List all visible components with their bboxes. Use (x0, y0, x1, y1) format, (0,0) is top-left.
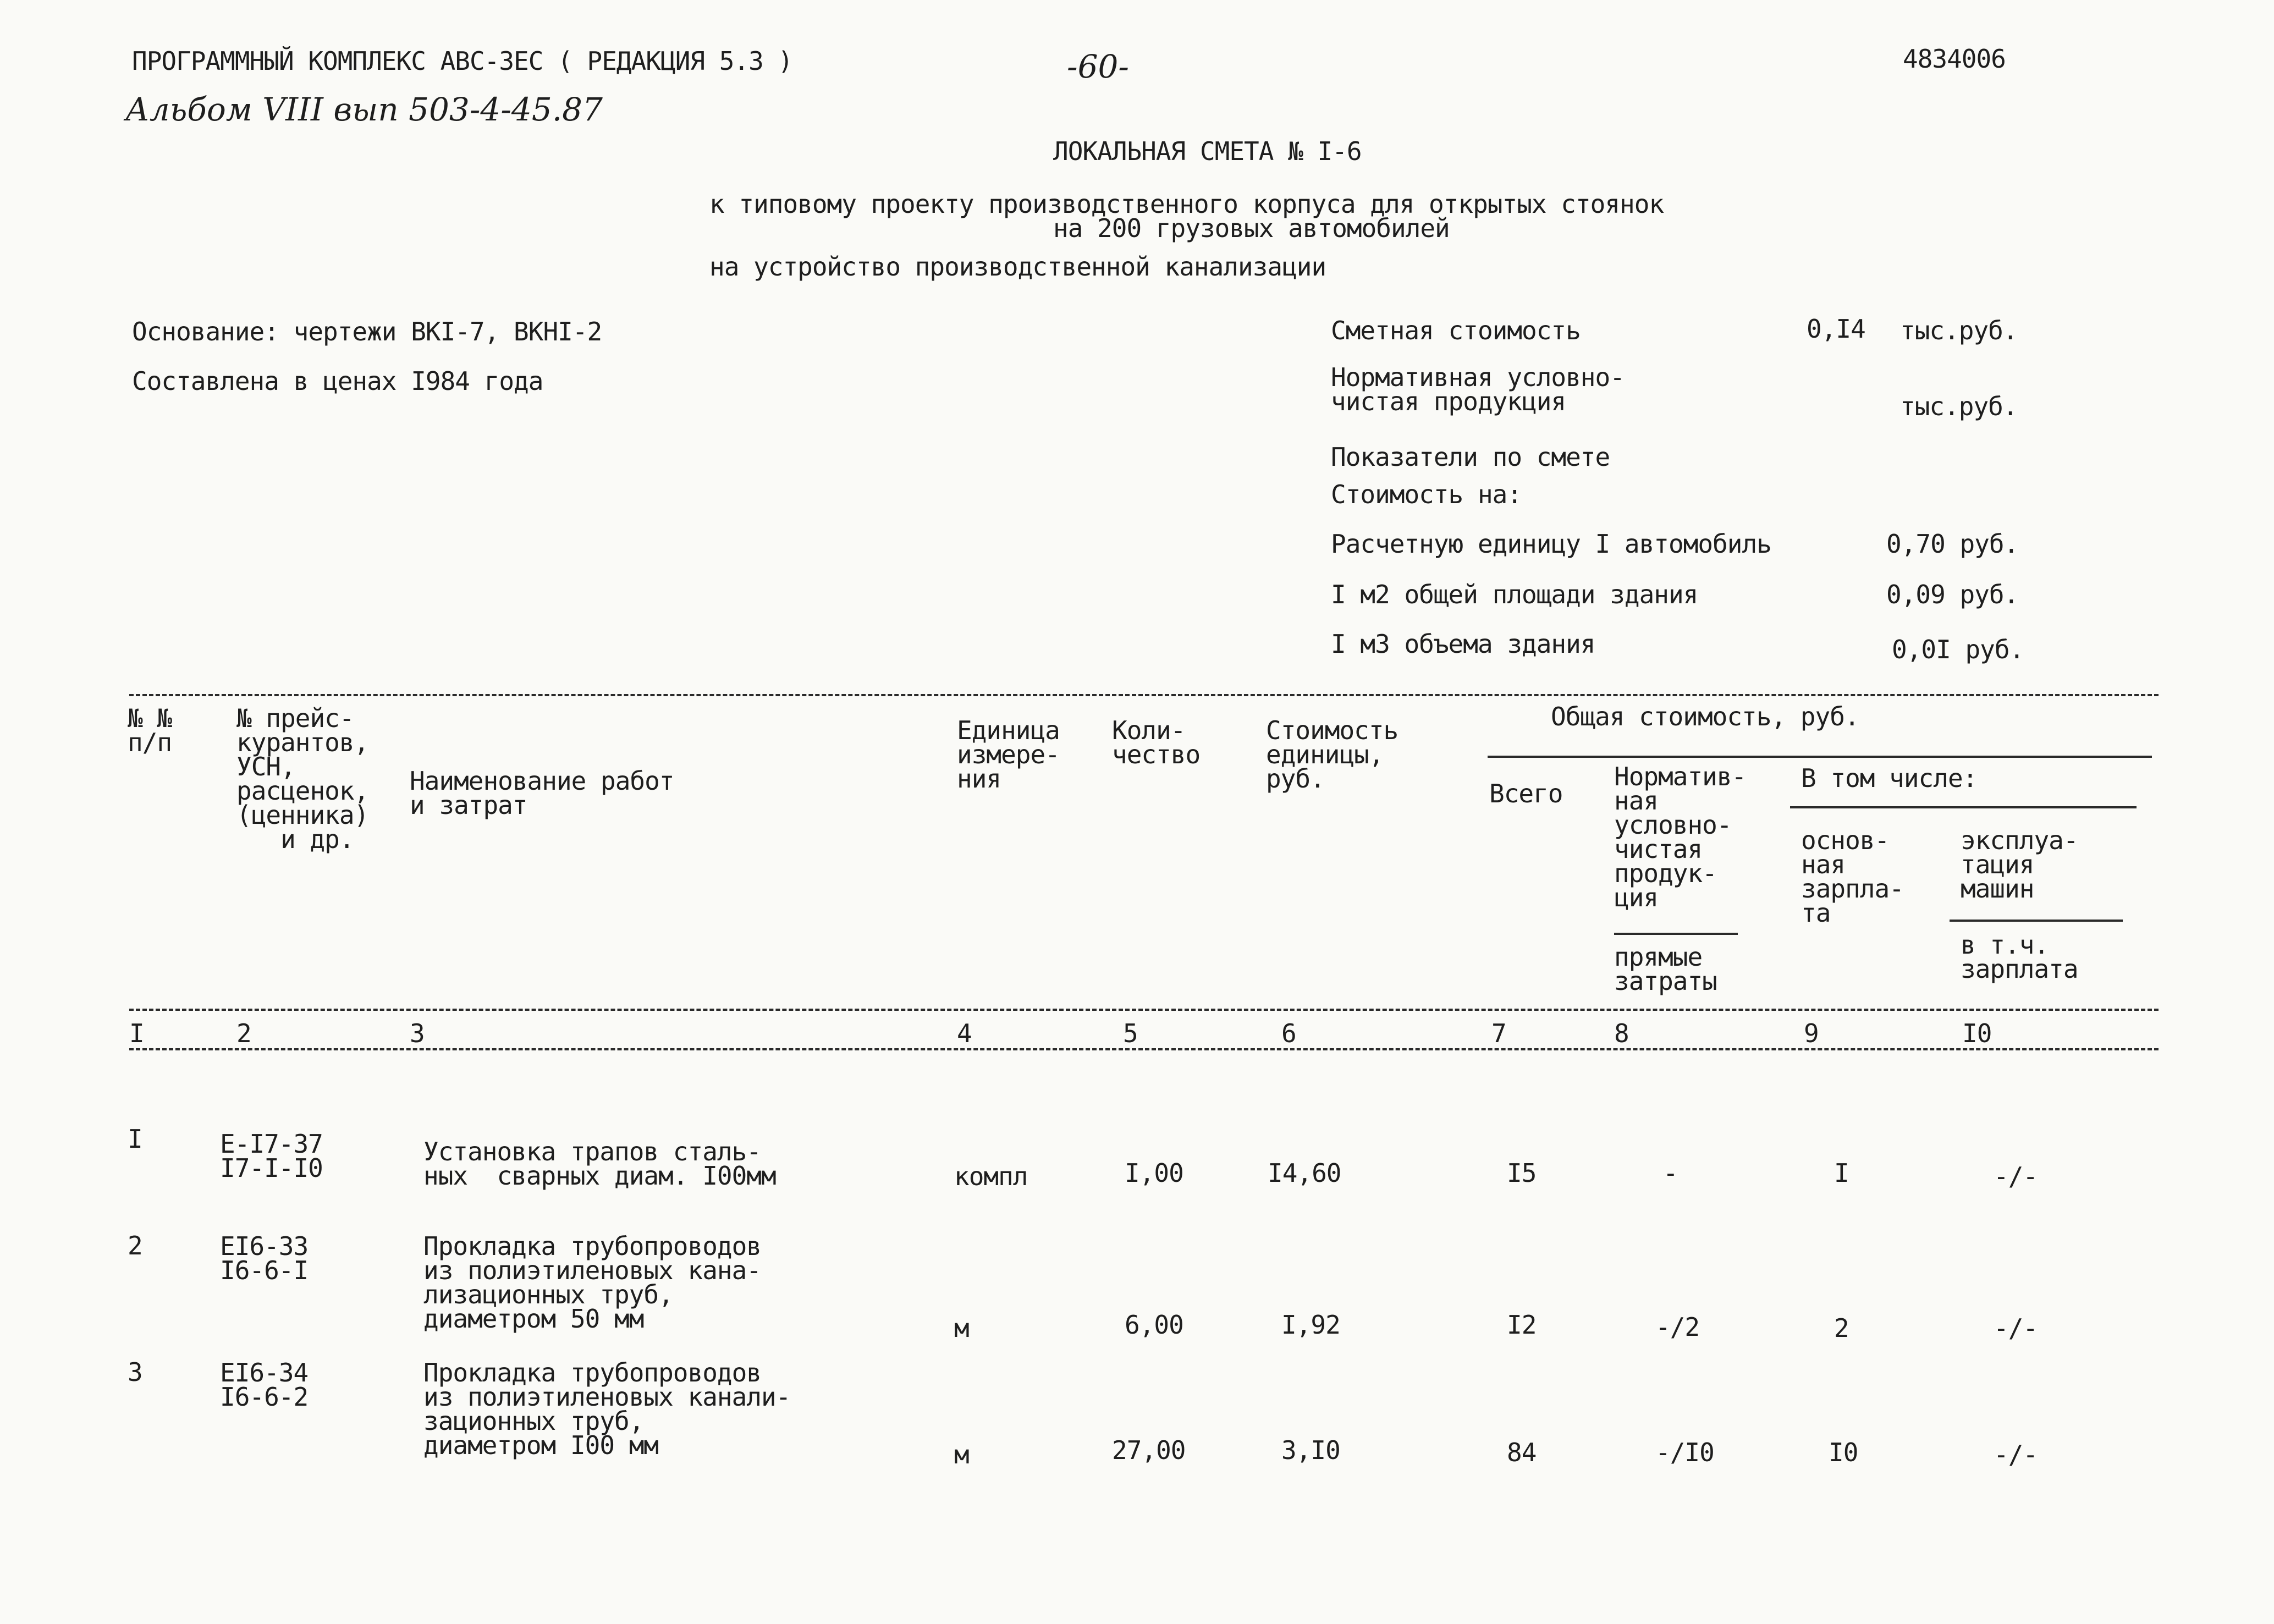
indicator-value: 0,70 руб. (1886, 529, 2019, 559)
header-unit-cost: Стоимость единицы, руб. (1266, 715, 1398, 794)
column-number: 7 (1491, 1019, 1506, 1048)
cost-per-label: Стоимость на: (1331, 480, 1522, 509)
column-number: 5 (1123, 1019, 1138, 1048)
row-normative: - (1663, 1158, 1678, 1188)
row-base-salary: I (1834, 1158, 1849, 1188)
row-number: 2 (128, 1231, 142, 1260)
machines-sub-rule (1950, 920, 2123, 922)
row-unit-cost: 3,I0 (1281, 1435, 1340, 1465)
column-numbers-top-rule (129, 1009, 2159, 1011)
row-total: I2 (1507, 1310, 1537, 1340)
indicator-value: 0,0I руб. (1892, 635, 2024, 664)
estimated-cost-value: 0,I4 (1807, 314, 1865, 344)
row-price-code: ЕI6-34 I6-6-2 (220, 1358, 309, 1412)
column-number: I0 (1962, 1019, 1992, 1048)
row-quantity: I,00 (1125, 1158, 1183, 1188)
estimated-cost-unit: тыс.руб. (1900, 316, 2018, 345)
indicators-label: Показатели по смете (1331, 442, 1610, 472)
normative-product-label: Нормативная условно- чистая продукция (1331, 362, 1625, 416)
indicator-label: I м3 объема здания (1331, 629, 1595, 659)
header-total-cost-group: Общая стоимость, руб. (1551, 702, 1859, 731)
row-machines: -/- (1994, 1161, 2038, 1191)
total-group-rule (1488, 756, 2152, 758)
header-total: Всего (1489, 779, 1563, 808)
row-unit: м (954, 1313, 969, 1343)
column-number: 9 (1804, 1019, 1819, 1048)
column-number: 4 (957, 1019, 972, 1048)
row-quantity: 6,00 (1125, 1310, 1183, 1340)
normative-sub-rule (1614, 933, 1738, 935)
row-base-salary: I0 (1829, 1438, 1858, 1467)
header-work-name: Наименование работ и затрат (410, 766, 674, 820)
row-quantity: 27,00 (1112, 1435, 1186, 1465)
row-unit: компл (954, 1161, 1028, 1191)
basis-prices: Составлена в ценах I984 года (132, 366, 543, 396)
basis-drawings: Основание: чертежи ВКI-7, ВКНI-2 (132, 317, 602, 346)
header-machines-salary: в т.ч. зарплата (1961, 930, 2078, 984)
header-including-group: В том числе: (1801, 763, 1978, 793)
indicator-label: I м2 общей площади здания (1331, 580, 1698, 609)
table-top-rule (129, 694, 2159, 696)
document-code: 4834006 (1903, 44, 2006, 74)
row-work-name: Установка трапов сталь- ных сварных диам. I00мм (423, 1137, 776, 1191)
row-base-salary: 2 (1834, 1313, 1849, 1343)
title-line-1: к типовому проекту производственного корпуса для открытых стоянок (709, 189, 1664, 219)
row-number: I (128, 1124, 142, 1154)
row-normative: -/2 (1655, 1312, 1700, 1342)
row-unit-cost: I4,60 (1268, 1158, 1341, 1188)
title-line-3: на устройство производственной канализации (709, 252, 1326, 282)
header-row-number: № № п/п (128, 703, 172, 757)
indicator-label: Расчетную единицу I автомобиль (1331, 529, 1771, 559)
normative-product-unit: тыс.руб. (1900, 392, 2018, 421)
album-handwritten-note: Альбом VIII вып 503-4-45.87 (125, 91, 603, 128)
column-number: 3 (410, 1019, 425, 1048)
row-work-name: Прокладка трубопроводов из полиэтиленовых канали- зационных труб, диаметром I00 мм (423, 1358, 791, 1460)
row-total: 84 (1507, 1438, 1537, 1467)
header-direct-costs: прямые затраты (1614, 942, 1717, 996)
row-unit: м (954, 1440, 969, 1469)
row-number: 3 (128, 1357, 142, 1387)
estimated-cost-label: Сметная стоимость (1331, 316, 1581, 345)
row-machines: -/- (1994, 1440, 2038, 1469)
page-number: -60- (1067, 48, 1129, 85)
column-number: 6 (1281, 1019, 1296, 1048)
column-number: 2 (236, 1019, 251, 1048)
row-work-name: Прокладка трубопроводов из полиэтиленовых кана- лизационных труб, диаметром 50 мм (423, 1231, 761, 1334)
indicator-value: 0,09 руб. (1886, 580, 2019, 609)
header-unit: Единица измере- ния (957, 715, 1060, 794)
header-price-list: № прейс- курантов, УСН, расценок, (ценника) и др. (236, 703, 369, 854)
title-line-2: на 200 грузовых автомобилей (1053, 213, 1450, 243)
estimate-title: ЛОКАЛЬНАЯ СМЕТА № I-6 (1053, 136, 1362, 166)
column-number: 8 (1614, 1019, 1629, 1048)
row-price-code: ЕI6-33 I6-6-I (220, 1231, 309, 1285)
including-group-rule (1790, 806, 2137, 808)
header-quantity: Коли- чество (1112, 715, 1201, 769)
header-base-salary: основ- ная зарпла- та (1801, 825, 1904, 928)
row-total: I5 (1507, 1158, 1537, 1188)
column-number: I (129, 1019, 144, 1048)
column-numbers-bottom-rule (129, 1048, 2159, 1050)
program-name: ПРОГРАММНЫЙ КОМПЛЕКС АВС-ЗЕС ( РЕДАКЦИЯ 5.3 ) (132, 46, 793, 76)
header-normative: Норматив- ная условно- чистая продук- ция (1614, 762, 1747, 912)
row-unit-cost: I,92 (1281, 1310, 1340, 1340)
row-price-code: Е-I7-37 I7-I-I0 (220, 1129, 323, 1183)
row-machines: -/- (1994, 1313, 2038, 1343)
header-machines: эксплуа- тация машин (1961, 825, 2078, 904)
row-normative: -/I0 (1655, 1438, 1714, 1467)
